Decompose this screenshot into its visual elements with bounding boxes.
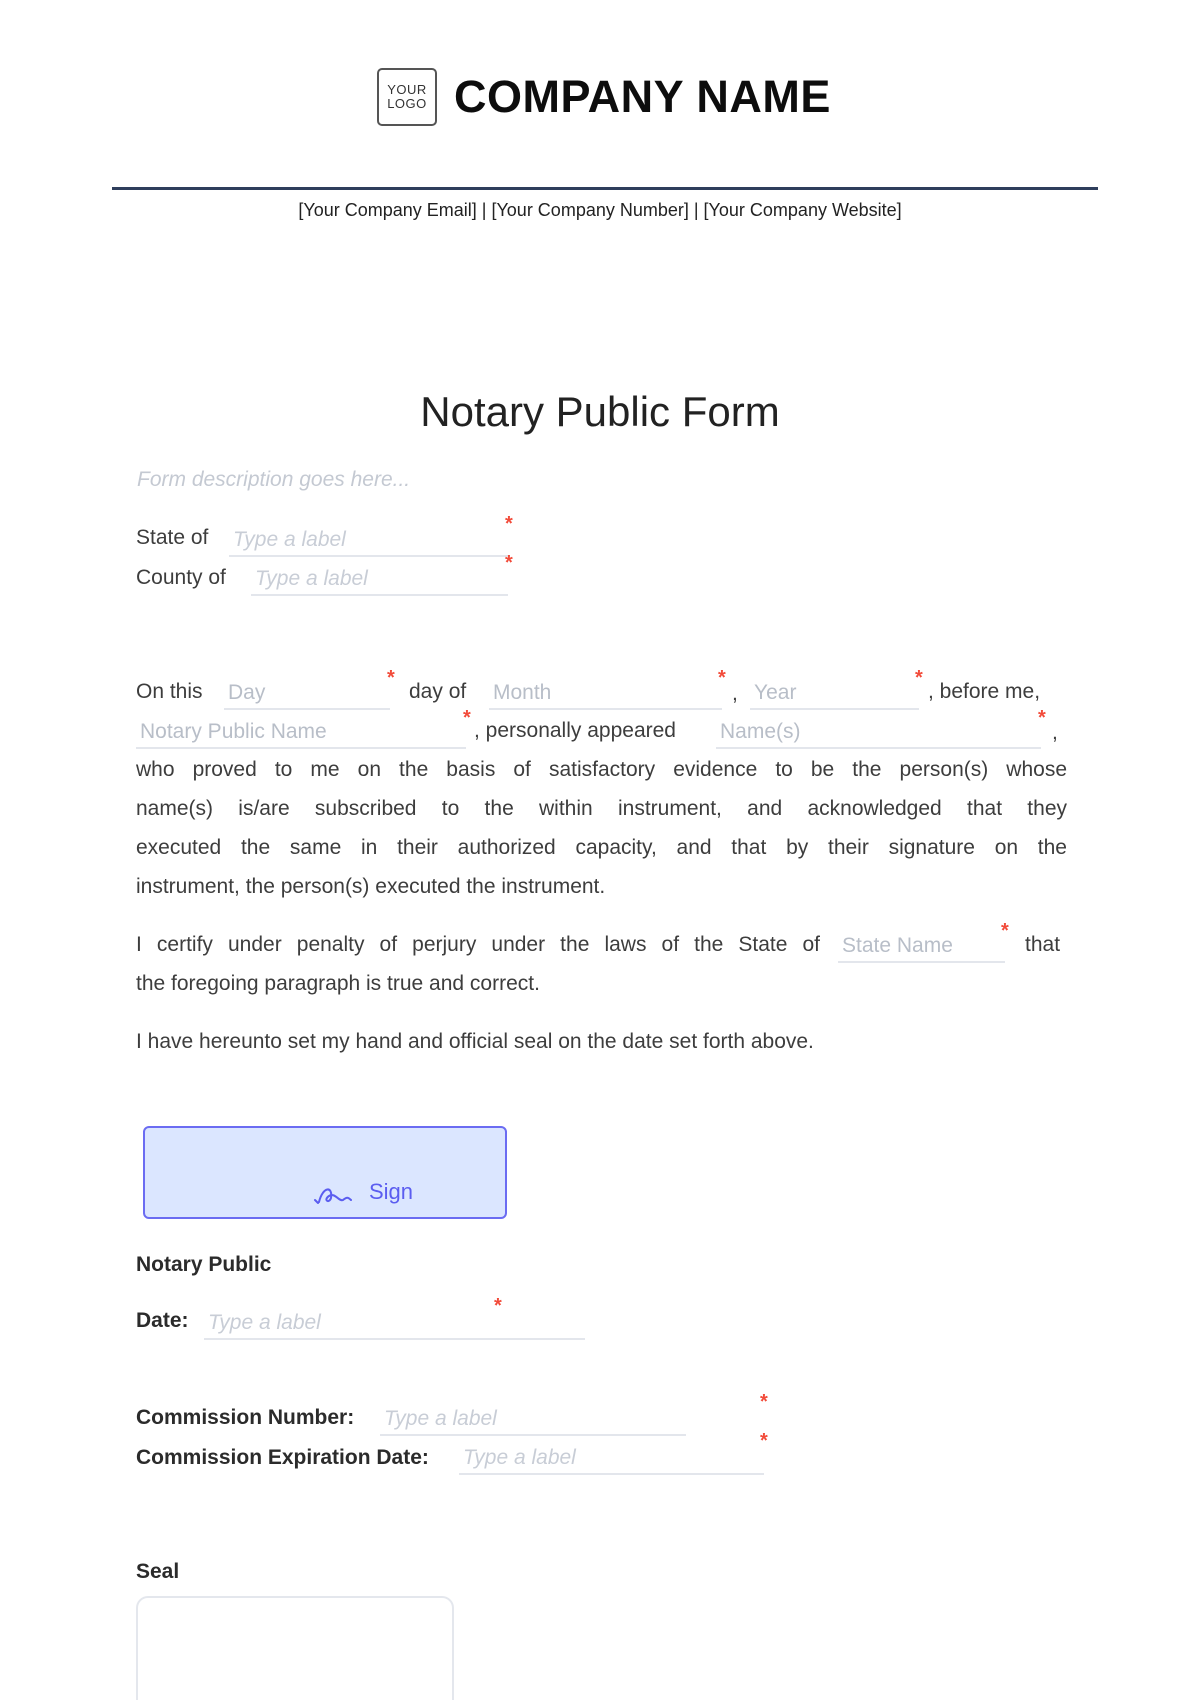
on-this-text: On this [136, 680, 203, 703]
logo-text-line1: YOUR [387, 82, 427, 97]
form-title: Notary Public Form [420, 388, 780, 435]
state-of-input[interactable] [229, 519, 508, 557]
acknowledgment-line-4: instrument, the person(s) executed the instrument. [136, 875, 606, 898]
personally-appeared-text: , personally appeared [474, 719, 676, 742]
required-asterisk: * [463, 707, 471, 729]
commission-number-placeholder: Type a label [384, 1407, 497, 1430]
commission-expiration-placeholder: Type a label [463, 1446, 576, 1469]
commission-number-label: Commission Number: [136, 1406, 355, 1429]
year-input[interactable] [750, 672, 919, 710]
hereunto-text: I have hereunto set my hand and official seal on the date set forth above. [136, 1030, 814, 1053]
certify-text: I certify under penalty of perjury under the laws of the State of [136, 933, 820, 956]
day-input[interactable] [224, 672, 390, 710]
commission-number-input[interactable] [380, 1398, 686, 1436]
company-name: COMPANY NAME [454, 71, 831, 122]
state-of-placeholder: Type a label [233, 528, 346, 551]
required-asterisk: * [760, 1430, 768, 1452]
month-input[interactable] [489, 672, 722, 710]
required-asterisk: * [1038, 707, 1046, 729]
acknowledgment-line-1: who proved to me on the basis of satisfactory evidence to be the person(s) whose [136, 758, 1067, 781]
logo-text-line2: LOGO [387, 96, 427, 111]
commission-expiration-label: Commission Expiration Date: [136, 1446, 429, 1469]
names-placeholder: Name(s) [720, 720, 801, 743]
certify-line-2: the foregoing paragraph is true and correct. [136, 972, 540, 995]
form-description[interactable]: Form description goes here... [137, 468, 411, 491]
required-asterisk: * [718, 667, 726, 689]
acknowledgment-line-2: name(s) is/are subscribed to the within instrument, and acknowledged that they [136, 797, 1067, 820]
notary-public-label: Notary Public [136, 1253, 272, 1276]
commission-expiration-input[interactable] [459, 1437, 764, 1475]
day-of-text: day of [409, 680, 467, 703]
required-asterisk: * [505, 513, 513, 535]
state-name-input[interactable] [838, 925, 1005, 963]
header-divider [112, 187, 1098, 190]
company-logo [377, 68, 437, 126]
county-of-label: County of [136, 566, 226, 589]
comma-text: , [732, 682, 738, 705]
state-name-placeholder: State Name [842, 934, 953, 957]
sign-button[interactable] [143, 1126, 507, 1219]
state-of-label: State of [136, 526, 209, 549]
before-me-text: , before me, [928, 680, 1041, 703]
county-of-input[interactable] [251, 558, 508, 596]
county-of-placeholder: Type a label [255, 567, 368, 590]
year-placeholder: Year [754, 681, 797, 704]
required-asterisk: * [387, 667, 395, 689]
seal-upload-area[interactable] [136, 1596, 454, 1700]
notary-public-name-input[interactable] [136, 711, 466, 749]
required-asterisk: * [915, 667, 923, 689]
day-placeholder: Day [228, 681, 266, 704]
date-label: Date: [136, 1309, 189, 1332]
signature-icon [313, 1182, 357, 1204]
month-placeholder: Month [493, 681, 552, 704]
acknowledgment-line-3: executed the same in their authorized capacity, and that by their signature on the [136, 836, 1067, 859]
notary-public-name-placeholder: Notary Public Name [140, 720, 327, 743]
company-contact-line: [Your Company Email] | [Your Company Number] | [Your Company Website] [298, 200, 902, 220]
seal-label: Seal [136, 1560, 180, 1583]
required-asterisk: * [494, 1295, 502, 1317]
names-input[interactable] [716, 711, 1041, 749]
that-text: that [1025, 933, 1061, 956]
date-placeholder: Type a label [208, 1311, 321, 1334]
required-asterisk: * [505, 552, 513, 574]
sign-label: Sign [369, 1179, 414, 1204]
required-asterisk: * [760, 1391, 768, 1413]
required-asterisk: * [1001, 920, 1009, 942]
date-input[interactable] [204, 1302, 585, 1340]
trailing-comma-text: , [1052, 721, 1058, 744]
